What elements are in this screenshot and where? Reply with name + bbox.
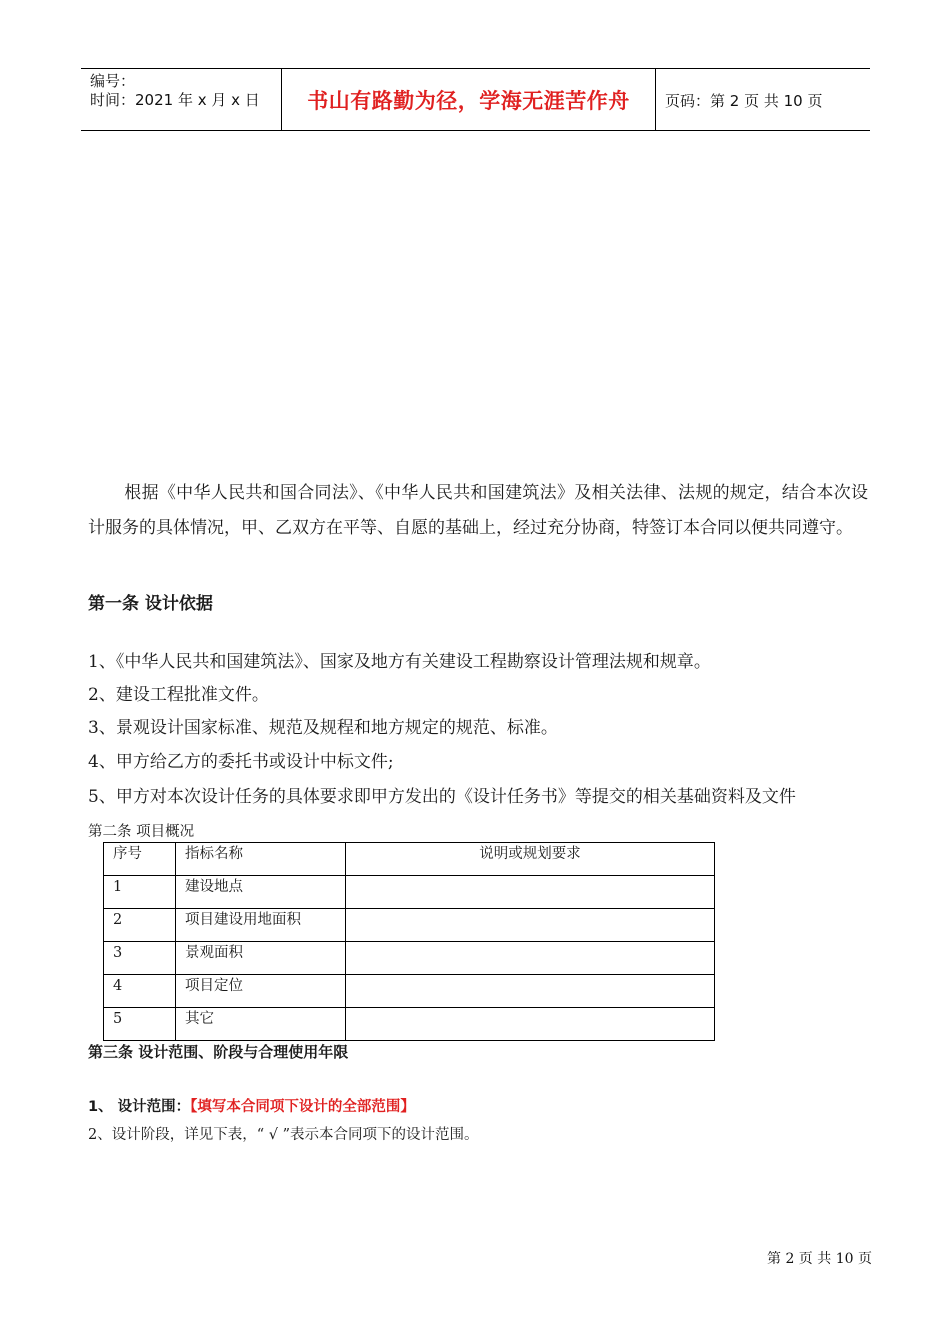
table-cell: 其它: [176, 1008, 346, 1041]
table-cell: 项目定位: [176, 975, 346, 1008]
document-time-label: 时间：2021 年 x 月 x 日: [90, 91, 260, 109]
table-row: [104, 942, 715, 975]
table-cell: [346, 1008, 715, 1041]
table-header-row: [104, 843, 715, 876]
article-1-item-3: 3、景观设计国家标准、规范及规程和地方规定的规范、标准。: [88, 718, 558, 738]
page-header: [81, 68, 870, 131]
article-1-item-4: 4、甲方给乙方的委托书或设计中标文件;: [88, 752, 394, 772]
article-3-item-1: [88, 1095, 415, 1116]
table-cell: [346, 942, 715, 975]
table-cell: [346, 975, 715, 1008]
document-number-label: 编号：: [90, 72, 136, 90]
table-row: [104, 876, 715, 909]
table-cell: 5: [104, 1008, 176, 1041]
intro-text: 根据《中华人民共和国合同法》、《中华人民共和国建筑法》及相关法律、法规的规定，结合本次设计服务的具体情况，甲、乙双方在平等、自愿的基础上，经过充分协商，特签订本合同以便共同遵守。: [88, 483, 868, 538]
table-row: [104, 909, 715, 942]
table-cell: 4: [104, 975, 176, 1008]
header-divider: [655, 69, 656, 130]
table-cell: [346, 909, 715, 942]
header-meta: [90, 72, 260, 110]
header-page-number: 页码：第 2 页 共 10 页: [665, 92, 823, 110]
project-overview-table: [103, 842, 715, 1041]
table-cell: 景观面积: [176, 942, 346, 975]
article-1-title: 第一条 设计依据: [88, 594, 213, 614]
article-1-item-2: 2、建设工程批准文件。: [88, 685, 269, 705]
design-scope-note: 【填写本合同项下设计的全部范围】: [190, 1099, 415, 1115]
table-cell: 项目建设用地面积: [176, 909, 346, 942]
article-3-item-2: 2、设计阶段，详见下表，“ √ ”表示本合同项下的设计范围。: [88, 1127, 479, 1143]
table-header-cell: 说明或规划要求: [346, 843, 715, 876]
page-footer: 第 2 页 共 10 页: [767, 1251, 872, 1267]
intro-paragraph: [88, 476, 868, 546]
table-cell: [346, 876, 715, 909]
article-1-item-1: 1、《中华人民共和国建筑法》、国家及地方有关建设工程勘察设计管理法规和规章。: [88, 652, 711, 672]
table-cell: 1: [104, 876, 176, 909]
table-header-cell: 序号: [104, 843, 176, 876]
table-cell: 3: [104, 942, 176, 975]
table-row: [104, 1008, 715, 1041]
article-2-title: 第二条 项目概况: [88, 824, 195, 840]
article-1-item-5: 5、甲方对本次设计任务的具体要求即甲方发出的《设计任务书》等提交的相关基础资料及文件: [88, 787, 796, 807]
design-scope-label: 1、 设计范围：: [88, 1099, 191, 1115]
table-cell: 2: [104, 909, 176, 942]
header-motto: 书山有路勤为径，学海无涯苦作舟: [307, 88, 630, 113]
article-3-title: 第三条 设计范围、阶段与合理使用年限: [88, 1043, 349, 1061]
table-header-cell: 指标名称: [176, 843, 346, 876]
table-row: [104, 975, 715, 1008]
table-cell: 建设地点: [176, 876, 346, 909]
